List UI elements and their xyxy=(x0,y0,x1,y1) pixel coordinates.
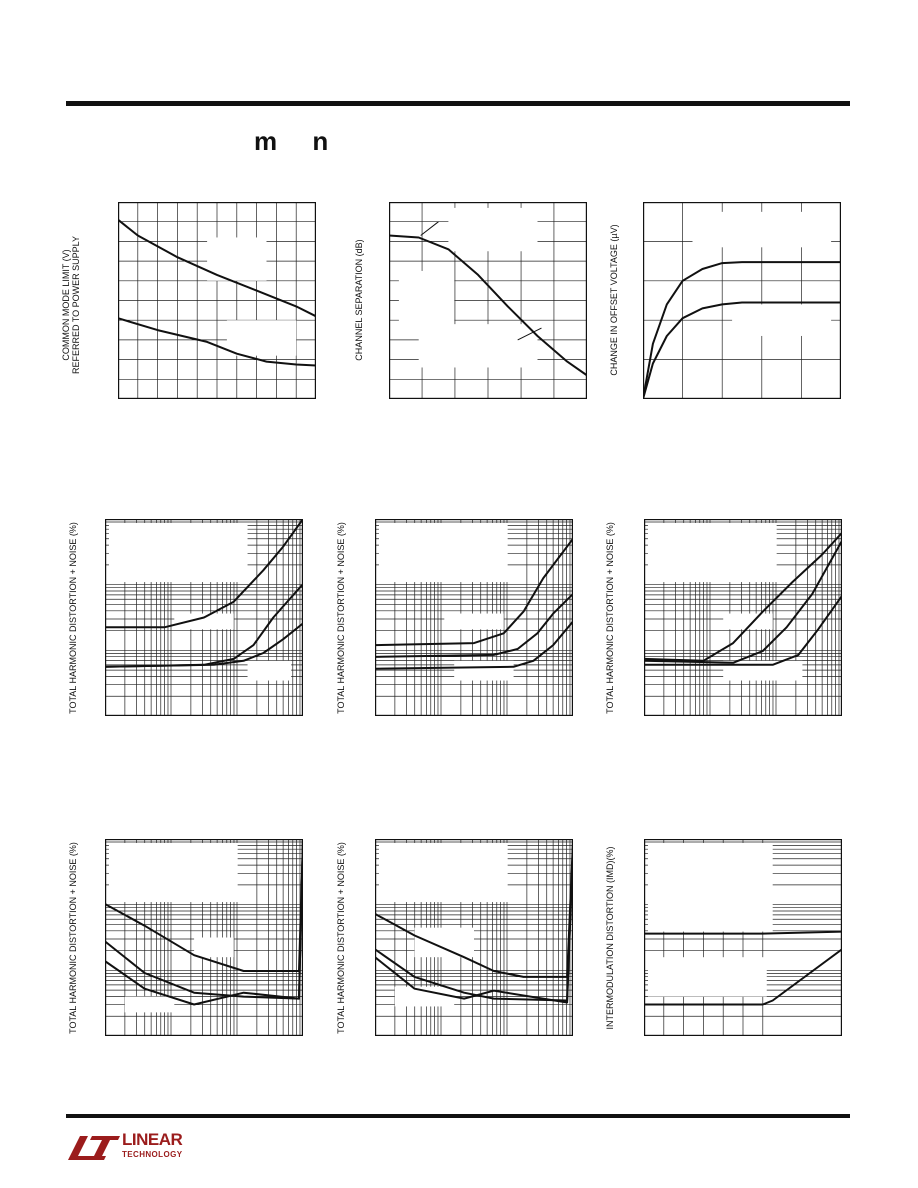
label-area-0 xyxy=(448,208,537,251)
logo-subtitle: TECHNOLOGY xyxy=(122,1150,183,1159)
label-area-1 xyxy=(194,938,234,958)
label-area-0 xyxy=(109,843,238,902)
chart-8-ylabel-line-1: TOTAL HARMONIC DISTORTION + NOISE (%) xyxy=(336,842,346,1034)
thd-noise-chart-4 xyxy=(105,839,303,1036)
label-area-0 xyxy=(109,523,248,582)
offset-voltage-chart xyxy=(643,202,841,399)
chart-5-ylabel-line-1: TOTAL HARMONIC DISTORTION + NOISE (%) xyxy=(336,522,346,714)
label-area-2 xyxy=(454,661,513,681)
label-area-1 xyxy=(732,304,831,336)
label-area-0 xyxy=(379,523,508,582)
logo-wordmark: LINEAR xyxy=(122,1130,183,1149)
chart-4-ylabel-line-1: TOTAL HARMONIC DISTORTION + NOISE (%) xyxy=(68,522,78,714)
chart-1-ylabel xyxy=(61,205,81,405)
chart-5-ylabel xyxy=(336,518,346,718)
thd-noise-chart-1 xyxy=(105,519,303,716)
chart-9-ylabel-line-1: INTERMODULATION DISTORTION (IMD)(%) xyxy=(605,846,615,1030)
thd-noise-chart-3 xyxy=(644,519,842,716)
chart-4-ylabel xyxy=(68,518,78,718)
chart-3-ylabel-line-1: CHANGE IN OFFSET VOLTAGE (µV) xyxy=(609,224,619,376)
annotation-arrow-1 xyxy=(421,222,439,236)
chart-8-ylabel xyxy=(336,838,346,1038)
chart-2-ylabel xyxy=(354,200,364,400)
chart-9-ylabel xyxy=(605,838,615,1038)
chart-6-ylabel xyxy=(605,518,615,718)
common-mode-limit-chart xyxy=(118,202,316,399)
header-glyphs: m n xyxy=(254,126,343,156)
chart-7-ylabel xyxy=(68,838,78,1038)
chart-7-ylabel-line-1: TOTAL HARMONIC DISTORTION + NOISE (%) xyxy=(68,842,78,1034)
chart-1-ylabel-line-1: COMMON MODE LIMIT (V) xyxy=(61,249,71,361)
label-area-1 xyxy=(648,957,767,996)
label-area-1 xyxy=(444,614,503,630)
label-area-0 xyxy=(648,843,773,932)
channel-separation-chart xyxy=(389,202,587,399)
label-area-0 xyxy=(693,212,832,247)
label-area-1 xyxy=(399,271,454,330)
label-area-2 xyxy=(419,324,538,367)
thd-noise-chart-2 xyxy=(375,519,573,716)
label-area-1 xyxy=(227,320,296,355)
label-area-0 xyxy=(648,523,777,582)
chart-2-ylabel-line-1: CHANNEL SEPARATION (dB) xyxy=(354,239,364,361)
gridlines xyxy=(118,202,316,399)
imd-chart xyxy=(644,839,842,1036)
label-area-1 xyxy=(415,928,474,958)
label-area-1 xyxy=(174,614,233,630)
label-area-2 xyxy=(248,661,292,681)
top-rule xyxy=(66,101,850,106)
chart-3-ylabel xyxy=(609,200,619,400)
bottom-rule xyxy=(66,1114,850,1118)
chart-1-ylabel-line-2: REFERRED TO POWER SUPPLY xyxy=(71,235,81,375)
label-area-2 xyxy=(723,661,802,681)
thd-noise-chart-5 xyxy=(375,839,573,1036)
label-area-0 xyxy=(379,843,508,902)
chart-6-ylabel-line-1: TOTAL HARMONIC DISTORTION + NOISE (%) xyxy=(605,522,615,714)
label-area-2 xyxy=(125,997,175,1013)
